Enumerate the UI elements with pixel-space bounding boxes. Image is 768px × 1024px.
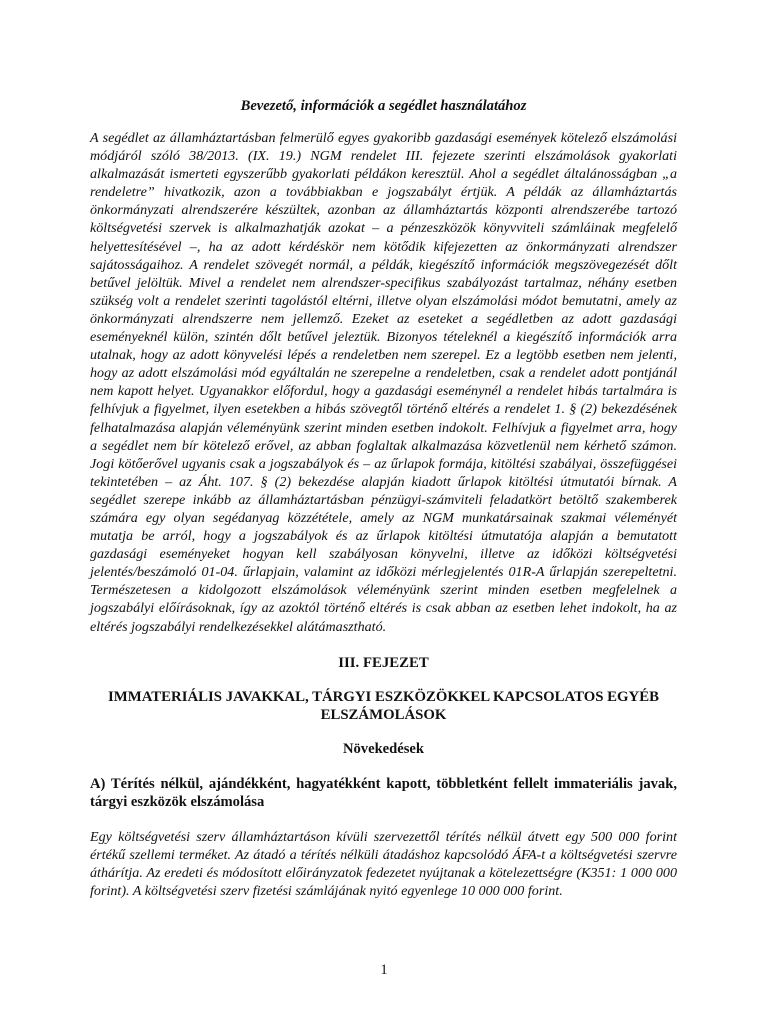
chapter-heading: III. FEJEZET [338, 654, 429, 671]
document-page [90, 97, 677, 900]
page-number: 1 [380, 962, 388, 978]
section-heading: Növekedések [342, 740, 425, 757]
subsection-heading: A) Térítés nélkül, ajándékként, hagyatékként kapott, többletként fellelt immateriális javak, tárgyi eszközök elszámolása [90, 775, 677, 810]
intro-heading: Bevezető, információk a segédlet használatához [240, 98, 527, 114]
chapter-title: IMMATERIÁLIS JAVAKKAL, TÁRGYI ESZKÖZÖKKEL KAPCSOLATOS EGYÉB ELSZÁMOLÁSOK [108, 688, 659, 723]
example-paragraph: Egy költségvetési szerv államháztartáson kívüli szervezettől térítés nélkül átvett egy 500 000 forint értékű szellemi terméket. Az átadó a térítés nélküli átadáshoz kapcsolódó ÁFA-t a költségvetési szervre áthárítja. Az eredeti és módosított előirányzatok fedezetet nyújtanak a kötelezettségre (K351: 1 000 000 forint). A költségvetési szerv fizetési számlájának nyitó egyenlege 10 000 000 forint. [90, 828, 677, 899]
intro-paragraph: A segédlet az államháztartásban felmerülő egyes gyakoribb gazdasági események kötelező elszámolási módjáról szóló 38/2013. (IX. 19.) NGM rendelet III. fejezete szerinti elszámolások gyakorlati alkalmazását ismerteti egyszerűbb gyakorlati példákon keresztül. Ahol a segédlet általánosságban „a rendeletre” hivatkozik, azon a továbbiakban e jogszabályt értjük. A példák az államháztartás önkormányzati alrendszerére készültek, azonban az államháztartás központi alrendszerébe tartozó költségvetési szervek is alkalmazhatják azokat – a pénzeszközök könyvviteli számláinak megfelelő helyettesítésével –, ha az adott kérdéskör nem kötődik kifejezetten az önkormányzati alrendszer sajátosságaihoz. A rendelet szövegét normál, a példák, kiegészítő információk megszövegezését dőlt betűvel jelöltük. Mivel a rendelet nem alrendszer-specifikus szabályozást tartalmaz, néhány esetben szükség volt a rendelet szerinti tagolástól eltérni, illetve olyan elszámolási módot bemutatni, amely az önkormányzati alrendszerre nem jellemző. Ezeket az eseteket a segédletben az adott gazdasági eseményeknél külön, szintén dőlt betűvel jeleztük. Bizonyos tételeknél a kiegészítő információk arra utalnak, hogy az adott könyvelési lépés a rendeletben nem szerepel. Ez a legtöbb esetben nem jelenti, hogy az adott elszámolási mód egyáltalán ne szerepelne a rendeletben, csak a rendelet adott pontjánál nem kapott helyet. Ugyanakkor előfordul, hogy a gazdasági eseménynél a rendelet hibás tartalmára is felhívjuk a figyelmet, ilyen esetekben a hibás szövegtől történő eltérés a rendelet 1. § (2) bekezdésének felhatalmazása alapján véleményünk szerint minden esetben indokolt. Felhívjuk a figyelmet arra, hogy a segédlet nem bír kötelező erővel, az abban foglaltak alkalmazása közvetlenül nem kérhető számon. Jogi kötőerővel ugyanis csak a jogszabályok és – az űrlapok formája, kitöltési szabályai, összefüggései tekintetében – az Áht. 107. § (2) bekezdése alapján kiadott űrlapok kitöltési útmutatói bírnak. A segédlet szerepe inkább az államháztartásban pénzügyi-számviteli feladatkört betöltő szakemberek számára egy olyan segédanyag közzététele, amely az NGM munkatársainak szakmai véleményét mutatja be arról, hogy a jogszabályok és az űrlapok kitöltési útmutatója alapján a bemutatott gazdasági eseményeket hogyan kell szabályosan könyvelni, illetve az időközi költségvetési jelentés/beszámoló 01-04. űrlapjain, valamint az időközi mérlegjelentés 01R-A űrlapján szerepeltetni. Természetesen a kidolgozott elszámolások véleményünk szerint minden esetben megfelelnek a jogszabályi előírásoknak, így az azoktól történő eltérés is csak abban az esetben lehet indokolt, ha az eltérés jogszabályi rendelkezésekkel alátámasztható. [90, 130, 677, 635]
